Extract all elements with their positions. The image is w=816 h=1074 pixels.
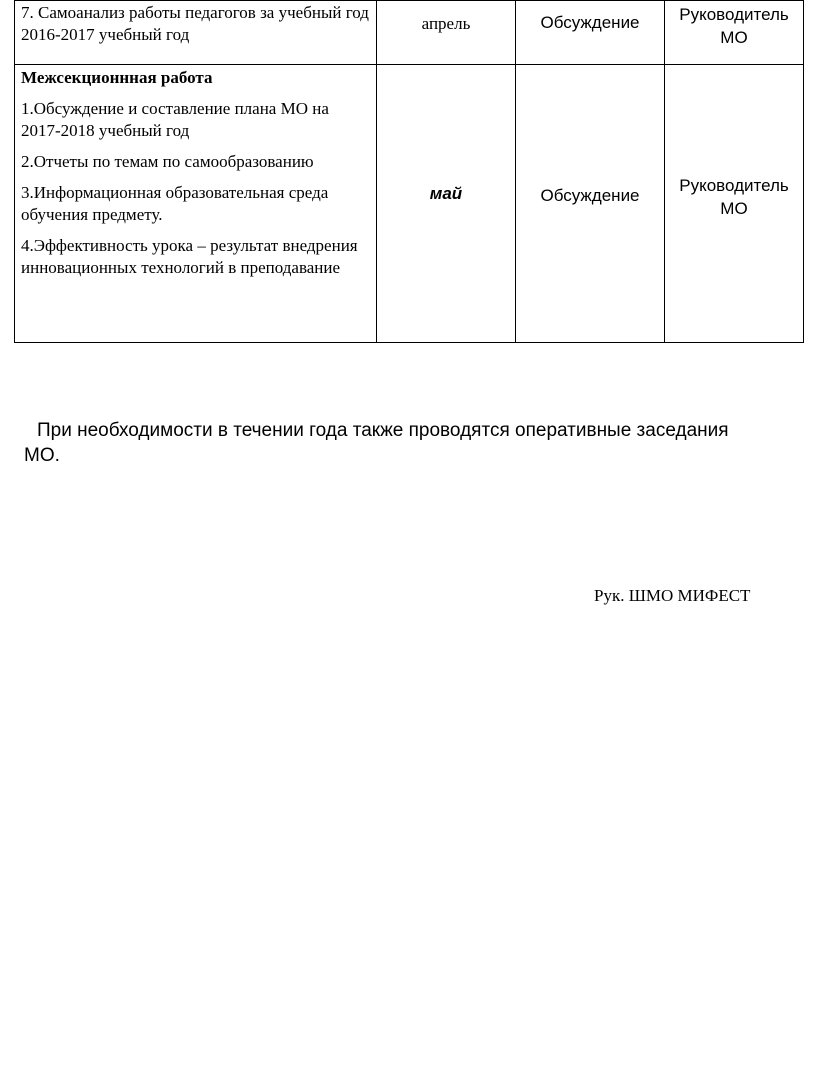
month-cell bbox=[377, 65, 516, 343]
plan-table bbox=[14, 0, 804, 343]
form-text: Обсуждение bbox=[540, 13, 640, 32]
note-paragraph: При необходимости в течении года также проводятся оперативные заседания МО. bbox=[24, 420, 729, 466]
responsible-text: Руководитель МО bbox=[679, 176, 789, 218]
list-item: 1.Обсуждение и составление плана МО на 2017-2018 учебный год bbox=[21, 99, 329, 140]
table-row bbox=[15, 1, 804, 65]
topic-cell bbox=[15, 65, 377, 343]
month-cell bbox=[377, 1, 516, 65]
signature-line: Рук. ШМО МИФЕСТ bbox=[594, 586, 751, 605]
form-text: Обсуждение bbox=[540, 186, 640, 205]
month-text: май bbox=[429, 184, 463, 203]
form-cell bbox=[516, 65, 665, 343]
responsible-text: Руководитель МО bbox=[679, 5, 789, 47]
form-cell bbox=[516, 1, 665, 65]
list-item: 3.Информационная образовательная среда обучения предмету. bbox=[21, 183, 329, 224]
responsible-cell bbox=[665, 65, 804, 343]
list-item: 2.Отчеты по темам по самообразованию bbox=[21, 152, 314, 171]
table-row bbox=[15, 65, 804, 343]
topic-text: 7. Самоанализ работы педагогов за учебный год 2016-2017 учебный год bbox=[21, 3, 369, 44]
block-title: Межсекционнная работа bbox=[21, 68, 213, 87]
list-item: 4.Эффективность урока – результат внедрения инновационных технологий в преподавание bbox=[21, 236, 358, 277]
responsible-cell bbox=[665, 1, 804, 65]
topic-cell bbox=[15, 1, 377, 65]
month-text: апрель bbox=[421, 14, 471, 33]
